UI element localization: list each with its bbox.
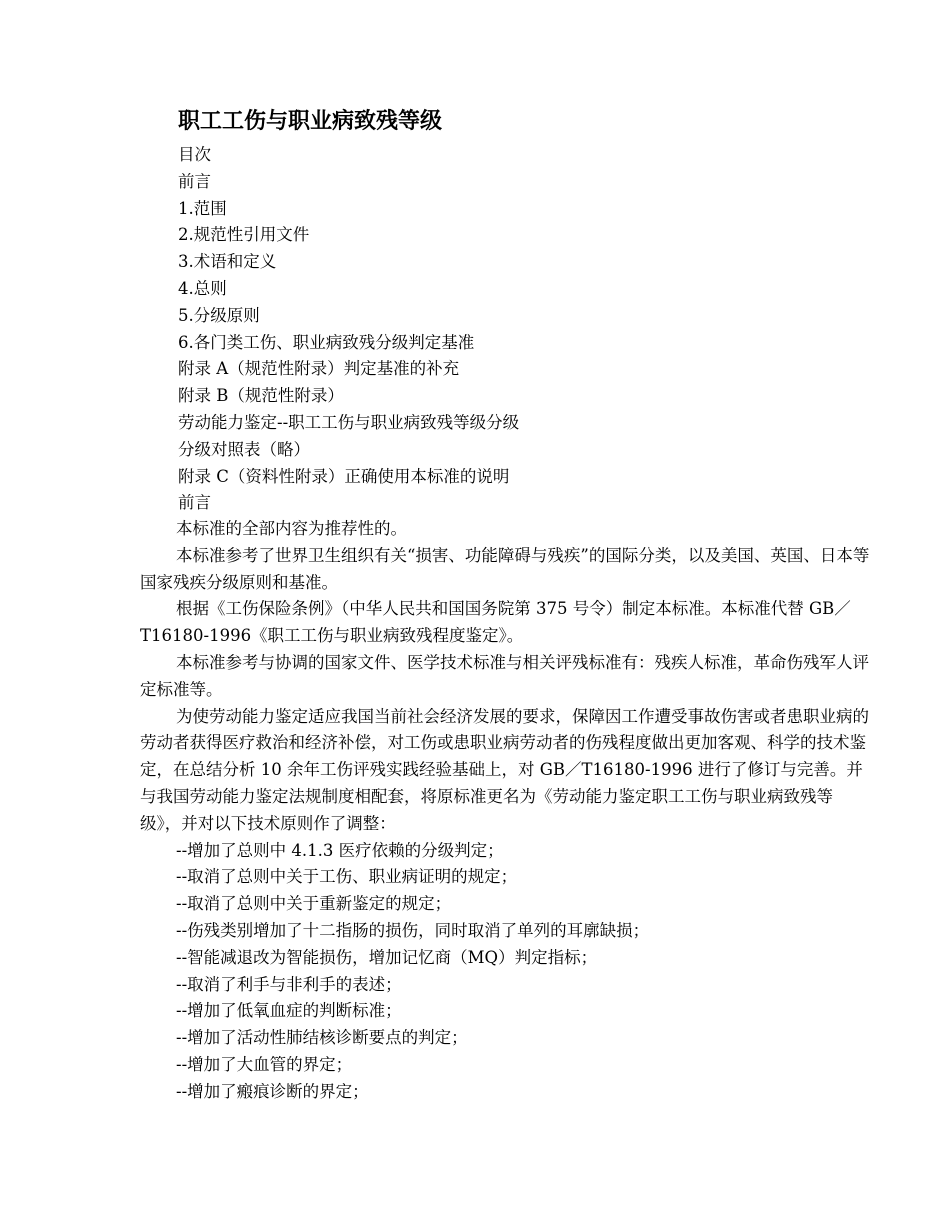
table-of-contents bbox=[178, 142, 519, 517]
revision-item: --增加了活动性肺结核诊断要点的判定； bbox=[176, 1028, 468, 1048]
revision-item: --取消了利手与非利手的表述； bbox=[176, 974, 402, 994]
body-paragraph: 本标准的全部内容为推荐性的。 bbox=[176, 519, 407, 538]
body-paragraph: 本标准参考与协调的国家文件、医学技术标准与相关评残标准有：残疾人标准，革命伤残军人评定标准等。 bbox=[140, 652, 869, 699]
revision-item: --增加了瘢痕诊断的界定； bbox=[176, 1081, 369, 1101]
revision-list bbox=[140, 838, 870, 1106]
toc-item: 劳动能力鉴定--职工工伤与职业病致残等级分级 bbox=[178, 412, 520, 432]
toc-item: 5.分级原则 bbox=[178, 305, 260, 325]
toc-item: 3.术语和定义 bbox=[178, 252, 277, 272]
toc-item: 4.总则 bbox=[178, 278, 227, 298]
toc-item: 附录 A（规范性附录）判定基准的补充 bbox=[178, 359, 460, 379]
toc-item: 分级对照表（略） bbox=[178, 439, 310, 459]
revision-item: --智能减退改为智能损伤，增加记忆商（MQ）判定指标； bbox=[176, 947, 598, 967]
revision-item: --取消了总则中关于工伤、职业病证明的规定； bbox=[176, 867, 518, 887]
toc-item: 6.各门类工伤、职业病致残分级判定基准 bbox=[178, 332, 475, 352]
body-paragraph: 本标准参考了世界卫生组织有关“损害、功能障碍与残疾”的国际分类，以及美国、英国、日本等国家残疾分级原则和基准。 bbox=[140, 545, 870, 592]
revision-item: --取消了总则中关于重新鉴定的规定； bbox=[176, 894, 452, 914]
body-paragraph: 为使劳动能力鉴定适应我国当前社会经济发展的要求，保障因工作遭受事故伤害或者患职业病的劳动者获得医疗救治和经济补偿，对工伤或患职业病劳动者的伤残程度做出更加客观、科学的技术鉴定，在总结分析 10 余年工伤评残实践经验基础上，对 GB／T16180-1996 进行了修订与完善。并与我国劳动能力鉴定法规制度相配套，将原标准更名为《劳动能力鉴定职工工伤与职业病致残等级》，并对以下技术原则作了调整： bbox=[140, 706, 869, 833]
revision-item: --增加了低氧血症的判断标准； bbox=[176, 1001, 402, 1021]
toc-item: 目次 bbox=[178, 145, 211, 164]
revision-item: --伤残类别增加了十二指肠的损伤，同时取消了单列的耳廓缺损； bbox=[176, 920, 650, 940]
toc-item: 1.范围 bbox=[178, 198, 227, 218]
toc-item: 附录 B（规范性附录） bbox=[178, 386, 344, 406]
revision-item: --增加了总则中 4.1.3 医疗依赖的分级判定； bbox=[176, 840, 504, 860]
toc-item: 2.规范性引用文件 bbox=[178, 225, 310, 245]
toc-item: 附录 C（资料性附录）正确使用本标准的说明 bbox=[178, 466, 510, 486]
revision-item: --增加了大血管的界定； bbox=[176, 1054, 353, 1074]
document-body bbox=[140, 516, 870, 1106]
body-paragraph: 根据《工伤保险条例》（中华人民共和国国务院第 375 号令）制定本标准。本标准代替 GB／T16180-1996《职工工伤与职业病致残程度鉴定》。 bbox=[140, 599, 851, 646]
document-title: 职工工伤与职业病致残等级 bbox=[178, 109, 443, 134]
toc-item: 前言 bbox=[178, 493, 211, 513]
toc-item: 前言 bbox=[178, 171, 211, 191]
